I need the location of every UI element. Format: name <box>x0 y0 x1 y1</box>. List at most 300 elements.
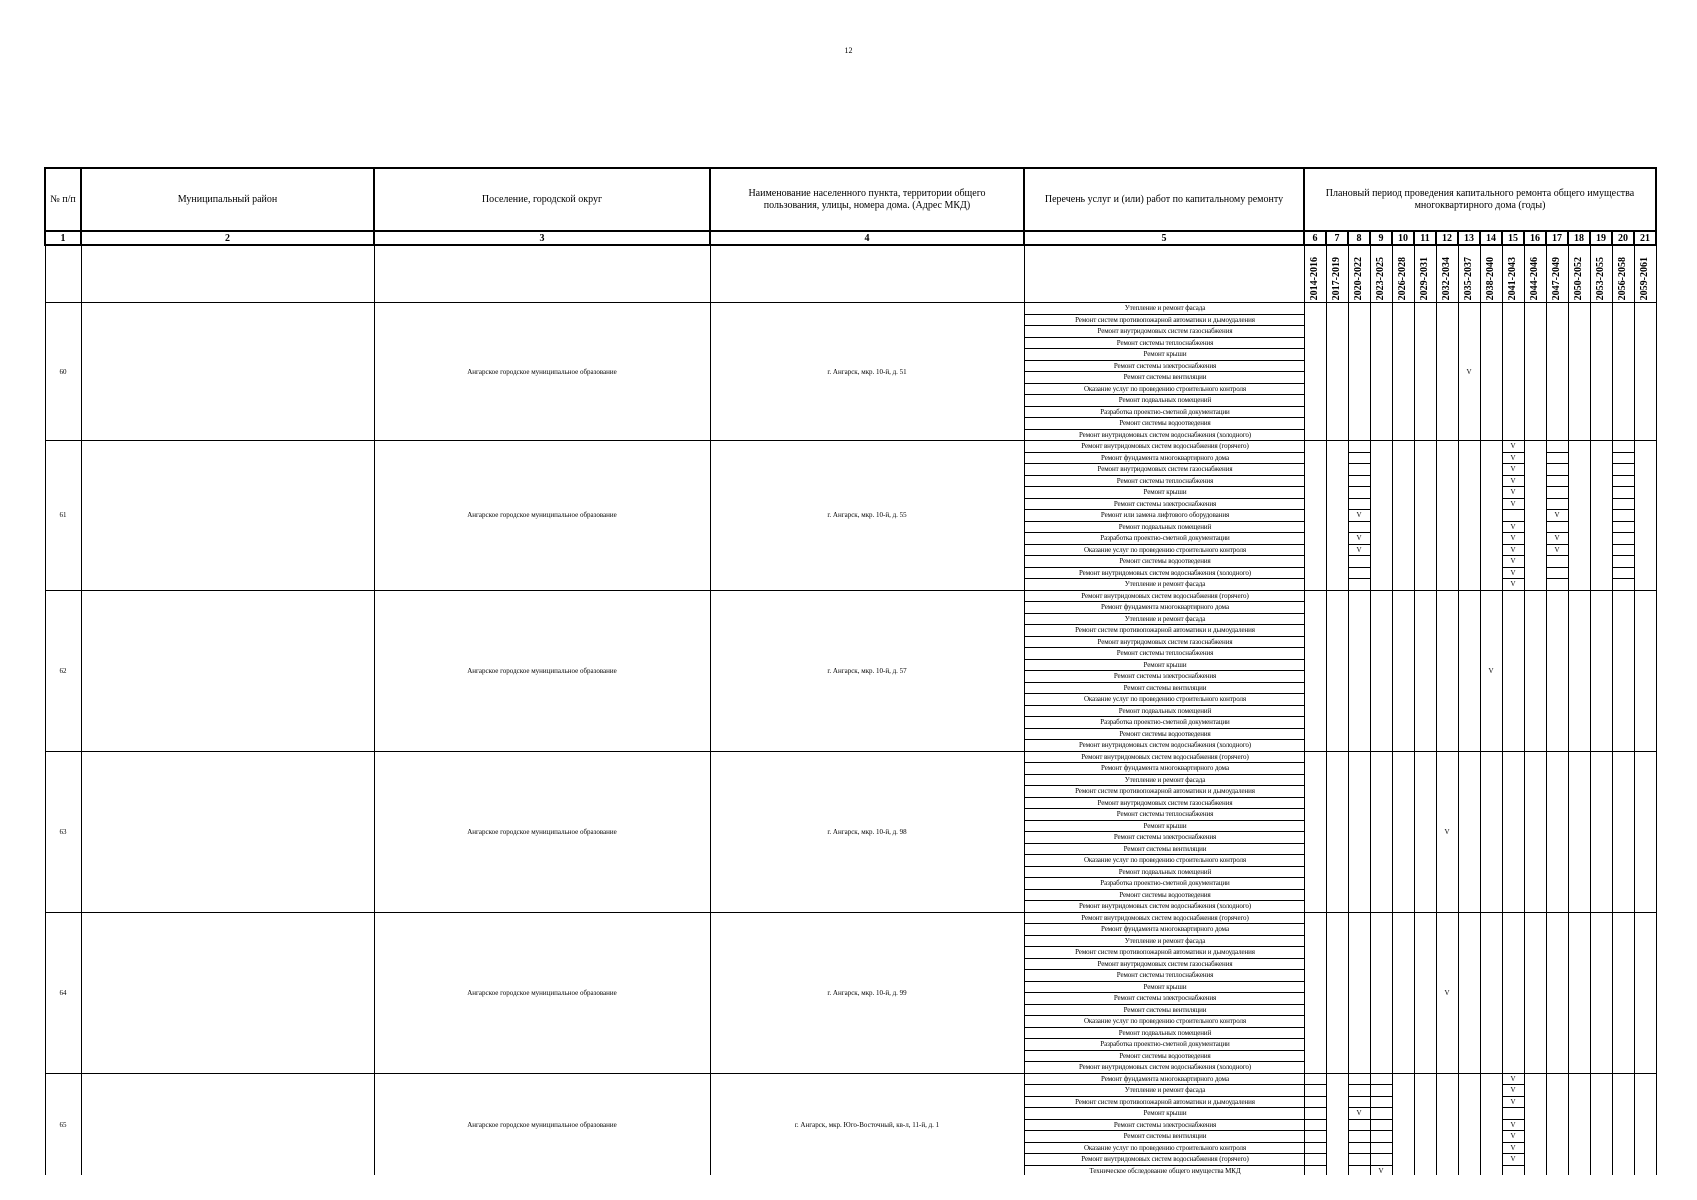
service-name: Ремонт внутридомовых систем водоснабжения (холодного) <box>1024 1062 1304 1074</box>
period-cell: V <box>1348 1108 1370 1120</box>
period-cell <box>1480 567 1502 579</box>
period-cell <box>1524 452 1546 464</box>
period-cell <box>1524 751 1546 912</box>
period-cell <box>1348 1142 1370 1154</box>
service-name: Ремонт системы вентиляции <box>1024 682 1304 694</box>
column-number-cell: 4 <box>710 231 1024 245</box>
municipal-district-cell <box>81 590 374 751</box>
period-cell <box>1480 1085 1502 1097</box>
period-cell <box>1546 498 1568 510</box>
period-cell <box>1348 1131 1370 1143</box>
service-name: Ремонт внутридомовых систем газоснабжения <box>1024 797 1304 809</box>
period-cell <box>1634 1142 1656 1154</box>
period-cell <box>1480 1154 1502 1166</box>
period-cell <box>1348 464 1370 476</box>
building-number: 62 <box>45 590 81 751</box>
service-name: Ремонт системы вентиляции <box>1024 1004 1304 1016</box>
service-name: Оказание услуг по проведению строительного контроля <box>1024 383 1304 395</box>
period-header-cell <box>1612 245 1634 303</box>
column-number-cell: 13 <box>1458 231 1480 245</box>
period-cell <box>1436 1096 1458 1108</box>
period-cell <box>1480 751 1502 912</box>
period-cell <box>1568 498 1590 510</box>
building-address: г. Ангарск, мкр. 10-й, д. 57 <box>710 590 1024 751</box>
period-label: 2032-2034 <box>1441 256 1452 300</box>
period-cell <box>1414 751 1436 912</box>
period-cell <box>1304 452 1326 464</box>
period-cell <box>1524 441 1546 453</box>
period-cell <box>1568 1085 1590 1097</box>
period-cell <box>1634 579 1656 591</box>
period-cell <box>1414 303 1436 441</box>
period-cell <box>1392 1165 1414 1175</box>
period-cell <box>1590 556 1612 568</box>
service-name: Оказание услуг по проведению строительного контроля <box>1024 1142 1304 1154</box>
service-name: Ремонт системы электроснабжения <box>1024 498 1304 510</box>
period-cell: V <box>1502 498 1524 510</box>
period-cell <box>1634 464 1656 476</box>
period-cell <box>1326 579 1348 591</box>
period-cell <box>1568 1142 1590 1154</box>
building-number: 60 <box>45 303 81 441</box>
period-cell <box>1326 751 1348 912</box>
period-cell <box>1370 1096 1392 1108</box>
period-cell <box>1436 521 1458 533</box>
period-cell <box>1524 579 1546 591</box>
header-row-number: № п/п <box>45 168 81 231</box>
period-cell <box>1348 1119 1370 1131</box>
period-cell <box>1414 1165 1436 1175</box>
period-cell <box>1502 912 1524 1073</box>
period-cell: V <box>1348 533 1370 545</box>
service-name: Ремонт системы теплоснабжения <box>1024 337 1304 349</box>
service-name: Ремонт системы электроснабжения <box>1024 993 1304 1005</box>
period-cell <box>1326 487 1348 499</box>
period-cell <box>1392 912 1414 1073</box>
period-cell <box>1590 590 1612 751</box>
period-cell <box>1326 498 1348 510</box>
period-cell <box>1546 521 1568 533</box>
period-cell <box>1612 510 1634 522</box>
period-label: 2020-2022 <box>1353 256 1364 300</box>
period-cell <box>1634 1073 1656 1085</box>
service-name: Ремонт внутридомовых систем водоснабжения (холодного) <box>1024 740 1304 752</box>
period-cell <box>1568 579 1590 591</box>
period-cell <box>1392 1073 1414 1085</box>
period-cell <box>1436 452 1458 464</box>
period-cell <box>1480 510 1502 522</box>
period-label: 2044-2046 <box>1529 256 1540 300</box>
period-cell <box>1414 912 1436 1073</box>
period-cell <box>1436 1108 1458 1120</box>
period-cell <box>1612 452 1634 464</box>
service-name: Ремонт фундамента многоквартирного дома <box>1024 1073 1304 1085</box>
service-name: Утепление и ремонт фасада <box>1024 935 1304 947</box>
service-name: Ремонт или замена лифтового оборудования <box>1024 510 1304 522</box>
period-cell <box>1436 464 1458 476</box>
period-cell <box>1304 912 1326 1073</box>
period-cell <box>1634 475 1656 487</box>
service-name: Ремонт внутридомовых систем водоснабжения (горячего) <box>1024 1154 1304 1166</box>
column-number-cell: 11 <box>1414 231 1436 245</box>
period-cell <box>1634 487 1656 499</box>
period-cell <box>1304 556 1326 568</box>
period-cell <box>1568 533 1590 545</box>
settlement-name: Ангарское городское муниципальное образование <box>374 303 710 441</box>
period-cell <box>1568 452 1590 464</box>
settlement-name: Ангарское городское муниципальное образование <box>374 751 710 912</box>
period-cell <box>1524 1165 1546 1175</box>
period-cell <box>1414 464 1436 476</box>
period-cell <box>1370 1154 1392 1166</box>
period-cell <box>1458 1131 1480 1143</box>
period-cell <box>1458 1096 1480 1108</box>
period-cell <box>1304 544 1326 556</box>
period-cell <box>1414 533 1436 545</box>
period-cell <box>1348 487 1370 499</box>
period-cell: V <box>1458 303 1480 441</box>
period-cell <box>1524 498 1546 510</box>
period-cell <box>1612 464 1634 476</box>
service-name: Ремонт внутридомовых систем газоснабжения <box>1024 958 1304 970</box>
period-label: 2029-2031 <box>1419 256 1430 300</box>
period-cell <box>1634 556 1656 568</box>
period-cell <box>1546 1142 1568 1154</box>
period-cell: V <box>1502 533 1524 545</box>
period-cell <box>1568 475 1590 487</box>
period-cell <box>1612 544 1634 556</box>
period-cell <box>1480 556 1502 568</box>
period-label: 2014-2016 <box>1309 256 1320 300</box>
period-cell <box>1370 579 1392 591</box>
period-cell <box>1458 1108 1480 1120</box>
period-cell <box>1634 1154 1656 1166</box>
period-cell <box>1568 1108 1590 1120</box>
period-cell <box>1634 1131 1656 1143</box>
period-cell <box>1436 544 1458 556</box>
service-name: Ремонт внутридомовых систем водоснабжения (холодного) <box>1024 429 1304 441</box>
period-cell <box>1304 1085 1326 1097</box>
header-settlement: Поселение, городской округ <box>374 168 710 231</box>
period-cell <box>1326 521 1348 533</box>
period-cell <box>1590 751 1612 912</box>
service-name: Ремонт крыши <box>1024 487 1304 499</box>
period-cell <box>1436 567 1458 579</box>
period-cell <box>1480 1119 1502 1131</box>
column-numbers-row <box>45 231 1656 245</box>
period-cell <box>1458 533 1480 545</box>
column-number-cell: 10 <box>1392 231 1414 245</box>
period-cell <box>1568 510 1590 522</box>
period-cell <box>1524 1096 1546 1108</box>
period-cell <box>1568 1154 1590 1166</box>
period-header-cell <box>1546 245 1568 303</box>
service-name: Разработка проектно-сметной документации <box>1024 406 1304 418</box>
period-cell: V <box>1502 567 1524 579</box>
period-cell <box>1612 556 1634 568</box>
period-cell <box>1634 303 1656 441</box>
period-cell: V <box>1546 510 1568 522</box>
period-cell <box>1392 567 1414 579</box>
period-cell: V <box>1502 475 1524 487</box>
service-name: Утепление и ремонт фасада <box>1024 579 1304 591</box>
period-label: 2056-2058 <box>1617 256 1628 300</box>
service-name: Ремонт крыши <box>1024 349 1304 361</box>
period-cell <box>1436 1085 1458 1097</box>
period-cell <box>1524 1119 1546 1131</box>
period-cell <box>1590 1119 1612 1131</box>
period-cell: V <box>1502 464 1524 476</box>
period-cell <box>1458 441 1480 453</box>
service-name: Ремонт систем противопожарной автоматики и дымоудаления <box>1024 947 1304 959</box>
service-name: Ремонт крыши <box>1024 1108 1304 1120</box>
period-cell: V <box>1502 1119 1524 1131</box>
period-cell <box>1634 1096 1656 1108</box>
period-cell <box>1370 567 1392 579</box>
period-cell <box>1612 533 1634 545</box>
period-cell <box>1546 475 1568 487</box>
period-cell <box>1370 303 1392 441</box>
period-years-row <box>45 245 1656 303</box>
period-cell <box>1502 590 1524 751</box>
period-cell <box>1546 1119 1568 1131</box>
period-cell <box>1612 590 1634 751</box>
period-cell <box>1568 441 1590 453</box>
period-cell <box>1436 579 1458 591</box>
header-services: Перечень услуг и (или) работ по капитальному ремонту <box>1024 168 1304 231</box>
period-cell <box>1326 1131 1348 1143</box>
period-cell <box>1480 579 1502 591</box>
period-cell <box>1458 590 1480 751</box>
period-cell <box>1414 1096 1436 1108</box>
period-cell <box>1304 1096 1326 1108</box>
period-cell <box>1524 544 1546 556</box>
period-cell <box>1524 1154 1546 1166</box>
municipal-district-cell <box>81 303 374 441</box>
period-cell <box>1370 464 1392 476</box>
municipal-district-cell <box>81 751 374 912</box>
period-cell <box>1436 1131 1458 1143</box>
period-cell <box>1326 1085 1348 1097</box>
service-name: Оказание услуг по проведению строительного контроля <box>1024 1016 1304 1028</box>
period-cell <box>1348 498 1370 510</box>
service-name: Ремонт систем противопожарной автоматики и дымоудаления <box>1024 1096 1304 1108</box>
period-cell <box>1480 521 1502 533</box>
period-cell <box>1326 1096 1348 1108</box>
table-header-row <box>45 168 1656 231</box>
period-cell <box>1546 1096 1568 1108</box>
period-cell <box>1326 590 1348 751</box>
period-header-cell <box>1568 245 1590 303</box>
service-name: Ремонт внутридомовых систем газоснабжения <box>1024 464 1304 476</box>
period-cell <box>1590 1165 1612 1175</box>
column-number-cell: 3 <box>374 231 710 245</box>
period-cell <box>1634 590 1656 751</box>
period-cell <box>1524 1085 1546 1097</box>
period-cell <box>1634 1085 1656 1097</box>
period-cell <box>1502 303 1524 441</box>
period-cell <box>1568 912 1590 1073</box>
period-cell <box>1370 912 1392 1073</box>
service-name: Ремонт крыши <box>1024 659 1304 671</box>
period-cell <box>1590 1142 1612 1154</box>
period-cell <box>1524 1073 1546 1085</box>
service-name: Ремонт системы теплоснабжения <box>1024 475 1304 487</box>
period-cell <box>1370 544 1392 556</box>
period-header-cell <box>1524 245 1546 303</box>
period-cell <box>1392 452 1414 464</box>
period-cell <box>1590 464 1612 476</box>
period-cell <box>1348 1165 1370 1175</box>
period-cell <box>1348 452 1370 464</box>
period-cell <box>1370 441 1392 453</box>
period-cell <box>1370 1073 1392 1085</box>
period-cell <box>1436 1119 1458 1131</box>
period-cell <box>1370 510 1392 522</box>
period-cell <box>1348 303 1370 441</box>
building-address: г. Ангарск, мкр. 10-й, д. 99 <box>710 912 1024 1073</box>
period-cell <box>1326 464 1348 476</box>
period-cell <box>1634 567 1656 579</box>
period-cell: V <box>1502 579 1524 591</box>
period-cell <box>1436 590 1458 751</box>
capital-repair-plan-table <box>44 167 1657 1175</box>
period-cell <box>1458 556 1480 568</box>
period-cell <box>1436 533 1458 545</box>
period-cell <box>1370 1142 1392 1154</box>
building-address: г. Ангарск, мкр. 10-й, д. 51 <box>710 303 1024 441</box>
period-cell <box>1326 1165 1348 1175</box>
period-cell: V <box>1502 1096 1524 1108</box>
period-label: 2026-2028 <box>1397 256 1408 300</box>
period-cell <box>1458 544 1480 556</box>
period-cell <box>1326 1108 1348 1120</box>
period-cell <box>1480 464 1502 476</box>
period-cell <box>1458 912 1480 1073</box>
period-cell <box>1612 475 1634 487</box>
period-cell <box>1304 579 1326 591</box>
period-cell <box>1414 487 1436 499</box>
period-cell <box>1304 1119 1326 1131</box>
service-name: Утепление и ремонт фасада <box>1024 774 1304 786</box>
period-cell <box>1524 1108 1546 1120</box>
period-cell <box>1546 1073 1568 1085</box>
period-cell <box>1326 567 1348 579</box>
period-cell <box>1590 510 1612 522</box>
period-cell <box>1414 579 1436 591</box>
service-name: Оказание услуг по проведению строительного контроля <box>1024 694 1304 706</box>
period-cell <box>1480 475 1502 487</box>
period-cell <box>1590 1073 1612 1085</box>
column-number-cell: 18 <box>1568 231 1590 245</box>
period-cell <box>1480 487 1502 499</box>
period-cell <box>1436 303 1458 441</box>
period-cell <box>1590 521 1612 533</box>
period-header-cell <box>1634 245 1656 303</box>
period-cell <box>1568 544 1590 556</box>
period-cell <box>1524 487 1546 499</box>
period-cell <box>1392 521 1414 533</box>
period-cell <box>1326 533 1348 545</box>
period-cell <box>1568 1073 1590 1085</box>
period-cell <box>1546 464 1568 476</box>
period-cell <box>1590 452 1612 464</box>
period-cell: V <box>1480 590 1502 751</box>
period-cell <box>1546 1085 1568 1097</box>
period-cell <box>1414 556 1436 568</box>
period-cell <box>1348 556 1370 568</box>
period-cell <box>1458 751 1480 912</box>
column-number-cell: 7 <box>1326 231 1348 245</box>
period-cell <box>1326 912 1348 1073</box>
column-number-cell: 20 <box>1612 231 1634 245</box>
service-name: Ремонт внутридомовых систем водоснабжения (горячего) <box>1024 441 1304 453</box>
period-cell <box>1480 303 1502 441</box>
period-cell <box>1436 487 1458 499</box>
service-name: Утепление и ремонт фасада <box>1024 613 1304 625</box>
period-cell <box>1568 1165 1590 1175</box>
service-name: Ремонт внутридомовых систем водоснабжения (холодного) <box>1024 567 1304 579</box>
period-cell <box>1304 567 1326 579</box>
period-cell <box>1524 303 1546 441</box>
period-cell <box>1304 441 1326 453</box>
period-cell <box>1524 521 1546 533</box>
period-cell <box>1524 464 1546 476</box>
period-cell <box>1436 498 1458 510</box>
period-label: 2017-2019 <box>1331 256 1342 300</box>
period-cell <box>1546 1154 1568 1166</box>
period-cell <box>1414 452 1436 464</box>
period-cell <box>1392 1142 1414 1154</box>
period-cell <box>1634 452 1656 464</box>
period-cell <box>1348 1096 1370 1108</box>
period-cell <box>1634 441 1656 453</box>
header-municipal-district: Муниципальный район <box>81 168 374 231</box>
period-cell <box>1414 590 1436 751</box>
period-cell <box>1304 498 1326 510</box>
service-row <box>45 1073 1656 1085</box>
period-cell <box>1304 487 1326 499</box>
period-cell <box>1370 590 1392 751</box>
period-cell <box>1590 498 1612 510</box>
settlement-name: Ангарское городское муниципальное образование <box>374 912 710 1073</box>
service-name: Ремонт фундамента многоквартирного дома <box>1024 924 1304 936</box>
period-cell: V <box>1502 1085 1524 1097</box>
service-name: Оказание услуг по проведению строительного контроля <box>1024 544 1304 556</box>
period-cell <box>1458 510 1480 522</box>
period-cell <box>1480 1131 1502 1143</box>
column-number-cell: 15 <box>1502 231 1524 245</box>
period-cell <box>1502 1108 1524 1120</box>
service-name: Оказание услуг по проведению строительного контроля <box>1024 855 1304 867</box>
period-header-cell <box>1326 245 1348 303</box>
service-name: Ремонт системы вентиляции <box>1024 372 1304 384</box>
period-cell <box>1458 1085 1480 1097</box>
period-cell <box>1436 1073 1458 1085</box>
period-cell <box>1458 475 1480 487</box>
period-cell <box>1546 912 1568 1073</box>
period-cell <box>1392 751 1414 912</box>
period-cell <box>1568 1096 1590 1108</box>
period-cell <box>1348 579 1370 591</box>
period-cell <box>1546 1165 1568 1175</box>
period-cell <box>1458 452 1480 464</box>
service-row <box>45 303 1656 315</box>
period-cell <box>1392 1096 1414 1108</box>
period-cell: V <box>1348 510 1370 522</box>
service-name: Разработка проектно-сметной документации <box>1024 533 1304 545</box>
period-cell <box>1304 1154 1326 1166</box>
